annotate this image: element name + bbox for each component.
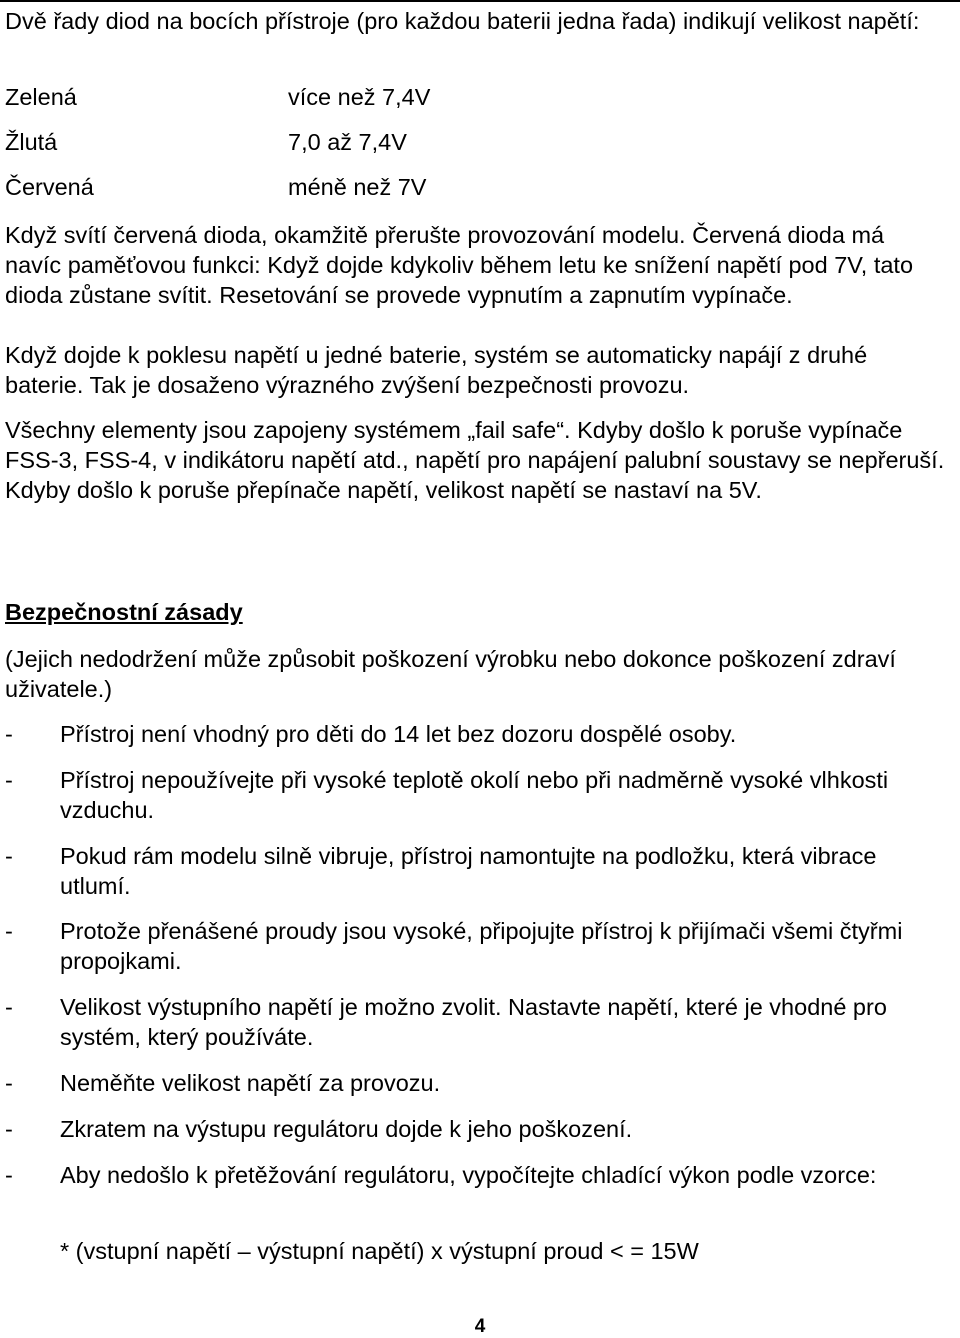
- bullet-dash: -: [5, 767, 13, 793]
- safety-bullet: [5, 719, 940, 749]
- voltage-range: 7,0 až 7,4V: [288, 129, 407, 155]
- led-color-label: Žlutá: [5, 129, 58, 155]
- bullet-text: Velikost výstupního napětí je možno zvolit. Nastavte napětí, které je vhodné pro systém, který používáte.: [60, 994, 887, 1050]
- voltage-range: více než 7,4V: [288, 84, 431, 110]
- bullet-text: Zkratem na výstupu regulátoru dojde k jeho poškození.: [60, 1116, 633, 1142]
- safety-bullet: [5, 992, 940, 1052]
- safety-bullet: [5, 841, 940, 901]
- voltage-range: méně než 7V: [288, 174, 427, 200]
- bullet-text: Přístroj není vhodný pro děti do 14 let bez dozoru dospělé osoby.: [60, 721, 737, 747]
- bullet-dash: -: [5, 1162, 13, 1188]
- bullet-text: Přístroj nepoužívejte při vysoké teplotě okolí nebo při nadměrně vysoké vlhkosti vzduchu.: [60, 767, 889, 823]
- safety-bullet: [5, 1068, 940, 1098]
- safety-heading: Bezpečnostní zásady: [5, 599, 243, 625]
- bullet-dash: -: [5, 721, 13, 747]
- intro-paragraph: Dvě řady diod na bocích přístroje (pro každou baterii jedna řada) indikují velikost napětí:: [5, 8, 920, 34]
- led-color-label: Zelená: [5, 84, 77, 110]
- bullet-dash: -: [5, 1070, 13, 1096]
- top-rule: [0, 0, 960, 2]
- page-number: 4: [474, 1316, 486, 1337]
- bullet-text: Aby nedošlo k přetěžování regulátoru, vypočítejte chladící výkon podle vzorce:: [60, 1162, 877, 1188]
- bullet-dash: -: [5, 994, 13, 1020]
- red-diode-paragraph: Když svítí červená dioda, okamžitě přerušte provozování modelu. Červená dioda má navíc paměťovou funkci: Když dojde kdykoliv během letu ke snížení napětí pod 7V, tato dioda zůstane svítit. Resetování se provede vypnutím a zapnutím vypínače.: [5, 222, 914, 308]
- safety-bullet: [5, 765, 940, 825]
- bullet-dash: -: [5, 918, 13, 944]
- safety-note: (Jejich nedodržení může způsobit poškození výrobku nebo dokonce poškození zdraví uživatele.): [5, 646, 896, 702]
- cooling-formula: * (vstupní napětí – výstupní napětí) x výstupní proud < = 15W: [60, 1238, 699, 1264]
- led-color-label: Červená: [5, 174, 94, 200]
- bullet-text: Neměňte velikost napětí za provozu.: [60, 1070, 441, 1096]
- safety-bullet: [5, 916, 940, 976]
- safety-bullet: [5, 1114, 940, 1144]
- failsafe-paragraph: Všechny elementy jsou zapojeny systémem „fail safe“. Kdyby došlo k poruše vypínače FSS-3, FSS-4, v indikátoru napětí atd., napětí pro napájení palubní soustavy se nepřeruší. Kdyby došlo k poruše přepínače napětí, velikost napětí se nastaví na 5V.: [5, 417, 945, 503]
- battery-drop-paragraph: Když dojde k poklesu napětí u jedné baterie, systém se automaticky napájí z druhé baterie. Tak je dosaženo výrazného zvýšení bezpečnosti provozu.: [5, 342, 868, 398]
- safety-bullet: [5, 1160, 940, 1190]
- bullet-dash: -: [5, 843, 13, 869]
- bullet-text: Protože přenášené proudy jsou vysoké, připojujte přístroj k přijímači všemi čtyřmi propojkami.: [60, 918, 903, 974]
- bullet-text: Pokud rám modelu silně vibruje, přístroj namontujte na podložku, která vibrace utlumí.: [60, 843, 877, 899]
- bullet-dash: -: [5, 1116, 13, 1142]
